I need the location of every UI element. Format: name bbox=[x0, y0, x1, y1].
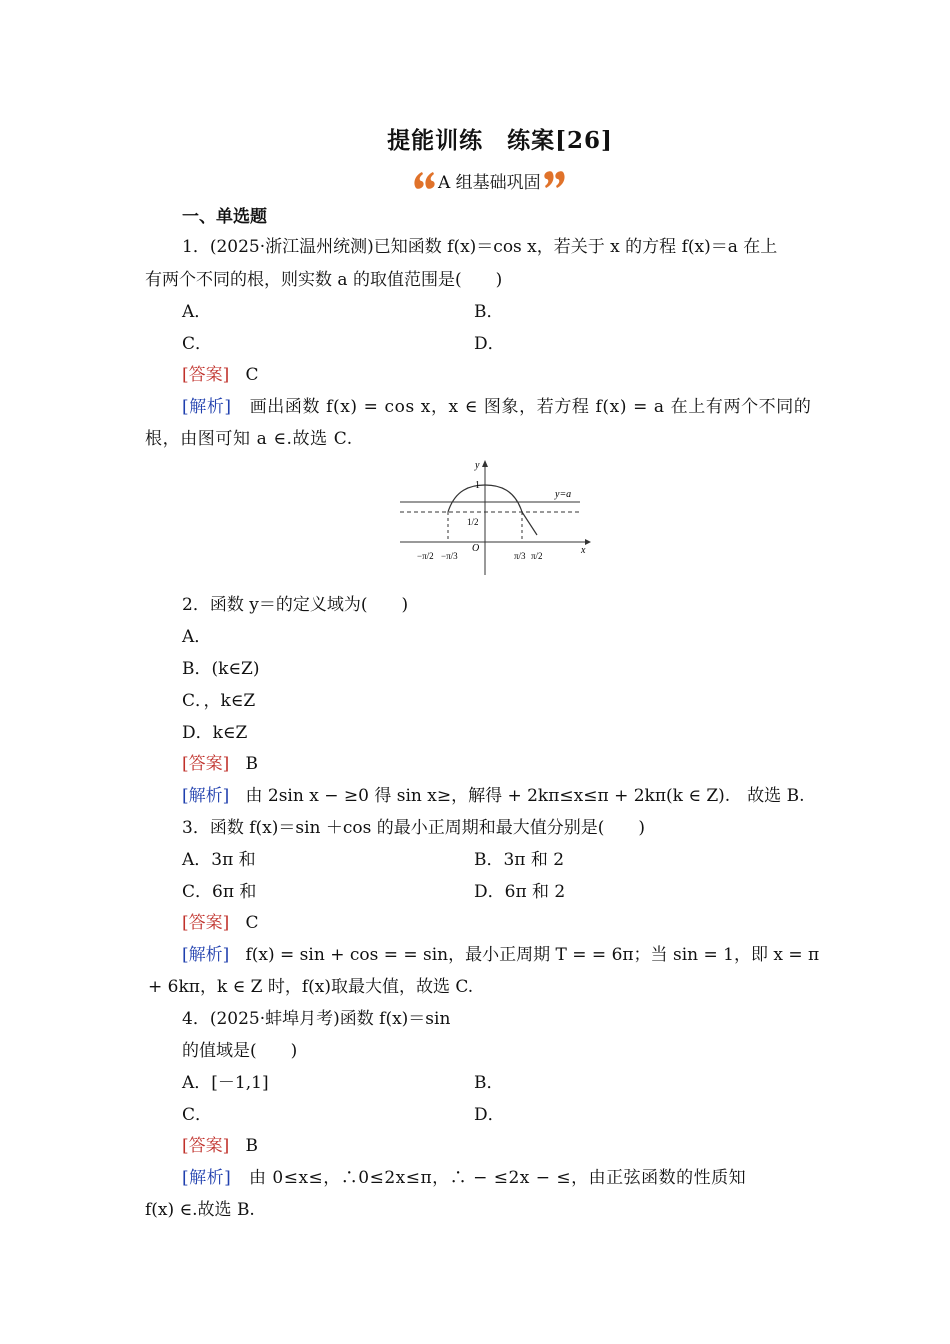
section-heading: 一、单选题 bbox=[182, 207, 267, 227]
q1-stem-line2: 有两个不同的根，则实数 a 的取值范围是( ) bbox=[145, 270, 503, 290]
tick-pi-2: π/2 bbox=[531, 551, 543, 561]
analysis-text: 画出函数 f(x) = cos x，x ∈ 图象，若方程 f(x) = a 在上有两个不同的 bbox=[249, 397, 812, 417]
q4-option-c: C． bbox=[182, 1105, 213, 1125]
cosine-curve bbox=[448, 485, 537, 535]
q2-stem: 2．函数 y＝的定义域为( ) bbox=[182, 595, 409, 615]
q2-answer bbox=[182, 749, 258, 774]
analysis-label: [解析] bbox=[182, 945, 230, 965]
q4-analysis-line2: f(x) ∈.故选 B. bbox=[145, 1200, 255, 1220]
q4-option-a: A．[－1,1] bbox=[182, 1073, 269, 1093]
answer-value: B bbox=[245, 754, 258, 774]
q4-stem-line1: 4．(2025·蚌埠月考)函数 f(x)＝sin bbox=[182, 1009, 451, 1029]
q3-option-a: A．3π 和 bbox=[182, 850, 256, 870]
q1-option-b: B． bbox=[474, 302, 504, 322]
q4-option-b: B． bbox=[474, 1073, 504, 1093]
analysis-text: f(x) = sin + cos = = sin，最小正周期 T = = 6π；当 sin = 1，即 x = π bbox=[245, 945, 820, 965]
cosine-graph-figure bbox=[395, 455, 595, 580]
answer-label: [答案] bbox=[182, 365, 230, 385]
close-quote-icon bbox=[541, 168, 567, 192]
answer-label: [答案] bbox=[182, 913, 230, 933]
line-a-label: y=a bbox=[555, 489, 572, 500]
answer-value: B bbox=[245, 1136, 258, 1156]
q4-answer bbox=[182, 1131, 258, 1156]
q3-analysis bbox=[182, 940, 819, 965]
q1-answer bbox=[182, 360, 259, 385]
tick-neg-pi-2: −π/2 bbox=[417, 551, 434, 561]
page-title: 提能训练 练案[26] bbox=[387, 127, 613, 154]
q3-stem: 3．函数 f(x)＝sin ＋cos 的最小正周期和最大值分别是( ) bbox=[182, 818, 646, 838]
analysis-label: [解析] bbox=[182, 1168, 232, 1188]
q1-stem-line1: 1．(2025·浙江温州统测)已知函数 f(x)＝cos x，若关于 x 的方程 f(x)＝a 在上 bbox=[182, 237, 778, 257]
answer-label: [答案] bbox=[182, 1136, 230, 1156]
x-axis-arrow bbox=[585, 539, 591, 545]
tick-pi-3: π/3 bbox=[514, 551, 526, 561]
q2-option-c: C．，k∈Z bbox=[182, 691, 256, 711]
q3-analysis-line2: + 6kπ，k ∈ Z 时，f(x)取最大值，故选 C. bbox=[148, 977, 474, 997]
y-axis-arrow bbox=[482, 460, 488, 467]
q4-option-d: D． bbox=[474, 1105, 505, 1125]
q2-option-b: B．(k∈Z) bbox=[182, 659, 260, 679]
analysis-label: [解析] bbox=[182, 397, 232, 417]
open-quote-icon bbox=[412, 168, 438, 192]
answer-value: C bbox=[245, 913, 259, 933]
q4-analysis bbox=[182, 1163, 746, 1188]
group-subtitle bbox=[412, 166, 567, 194]
q1-analysis bbox=[182, 392, 811, 417]
q3-option-d: D．6π 和 2 bbox=[474, 882, 566, 902]
answer-label: [答案] bbox=[182, 754, 230, 774]
analysis-text: 由 2sin x − ≥0 得 sin x≥，解得 + 2kπ≤x≤π + 2kπ(k ∈ Z). 故选 B. bbox=[245, 786, 805, 806]
q3-option-b: B．3π 和 2 bbox=[474, 850, 565, 870]
q1-option-a: A． bbox=[182, 302, 212, 322]
answer-value: C bbox=[245, 365, 259, 385]
origin-label: O bbox=[472, 543, 480, 554]
q3-option-c: C．6π 和 bbox=[182, 882, 257, 902]
q3-answer bbox=[182, 908, 259, 933]
analysis-label: [解析] bbox=[182, 786, 230, 806]
analysis-text: 由 0≤x≤，∴0≤2x≤π，∴ − ≤2x − ≤，由正弦函数的性质知 bbox=[248, 1168, 747, 1188]
q1-option-d: D． bbox=[474, 334, 505, 354]
q2-analysis bbox=[182, 781, 804, 806]
y-axis-label: y bbox=[475, 460, 480, 471]
q1-option-c: C． bbox=[182, 334, 213, 354]
x-axis-label: x bbox=[581, 545, 586, 556]
tick-neg-pi-3: −π/3 bbox=[441, 551, 458, 561]
tick-one-label: 1 bbox=[475, 480, 480, 491]
subtitle-text: A 组基础巩固 bbox=[438, 172, 541, 193]
q2-option-d: D．k∈Z bbox=[182, 723, 248, 743]
tick-half-label: 1/2 bbox=[467, 517, 479, 527]
q1-analysis-line2: 根，由图可知 a ∈.故选 C. bbox=[145, 429, 353, 449]
q2-option-a: A． bbox=[182, 627, 212, 647]
q4-stem-line2: 的值域是( ) bbox=[182, 1041, 298, 1061]
